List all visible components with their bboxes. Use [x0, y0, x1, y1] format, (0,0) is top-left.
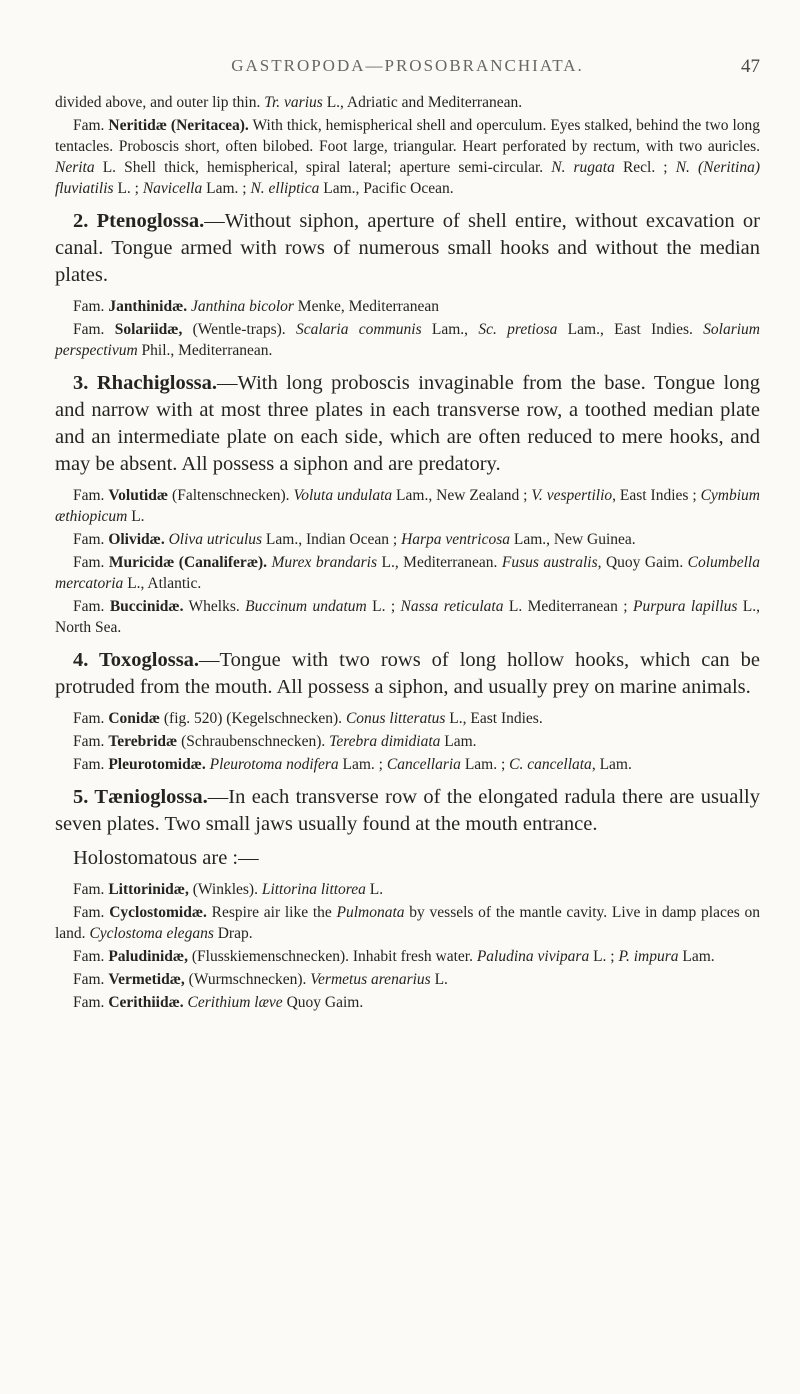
text: L. — [430, 971, 448, 988]
family-entry-buccinidae — [55, 596, 760, 638]
text: L., North Sea. — [55, 598, 760, 636]
family-entry-solariidae — [55, 319, 760, 361]
fam-label: Fam. — [73, 756, 109, 773]
family-entry-paludinidae — [55, 946, 760, 967]
family-name: Buccinidæ. — [109, 598, 184, 615]
species-name: Nassa reticulata — [400, 598, 504, 615]
species-name: Cyclostoma elegans — [89, 925, 214, 942]
genus-name: Cancellaria — [386, 756, 461, 773]
text: Lam. — [678, 948, 715, 965]
text: L., Adriatic and Mediterranean. — [322, 94, 523, 111]
page-header — [55, 56, 760, 80]
species-name: Columbella mercatoria — [55, 554, 760, 592]
text: , East Indies ; — [612, 487, 701, 504]
species-name: Tr. varius — [264, 94, 323, 111]
species-name: Janthina bicolor — [191, 298, 294, 315]
species-name: Cerithium læve — [187, 994, 283, 1011]
text: (Wentle-traps). — [182, 321, 296, 338]
species-name: N. rugata — [551, 159, 615, 176]
text: L. Mediterranean ; — [503, 598, 633, 615]
species-name: Murex brandaris — [271, 554, 378, 571]
family-entry-vermetidae — [55, 969, 760, 990]
text: L. — [365, 881, 384, 898]
text: , Quoy Gaim. — [597, 554, 688, 571]
text: Lam., — [421, 321, 479, 338]
family-entry-janthinidae — [55, 296, 760, 317]
section-text: —Without siphon, aperture of shell entire, without excavation or canal. Tongue armed with rows of numerous small hooks and without the median plates. — [55, 210, 760, 286]
text: Lam., New Guinea. — [509, 531, 636, 548]
text: Lam., Indian Ocean ; — [262, 531, 402, 548]
family-name: Paludinidæ, — [108, 948, 188, 965]
species-name: Buccinum undatum — [245, 598, 367, 615]
text: Quoy Gaim. — [282, 994, 364, 1011]
text: (Winkles). — [188, 881, 262, 898]
text: Lam., East Indies. — [557, 321, 704, 338]
section-rhachiglossa — [55, 370, 760, 478]
species-name: P. impura — [618, 948, 679, 965]
text: Lam. ; — [338, 756, 387, 773]
species-name: Harpa ventricosa — [401, 531, 510, 548]
species-name: Oliva utriculus — [168, 531, 263, 548]
family-name: Terebridæ — [108, 733, 178, 750]
page-body — [55, 92, 760, 1015]
family-name: Littorinidæ, — [108, 881, 189, 898]
species-name: Conus litteratus — [345, 710, 446, 727]
species-name: Pleurotoma nodifera — [209, 756, 339, 773]
text: Lam., Pacific Ocean. — [319, 180, 454, 197]
species-name: Scalaria communis — [295, 321, 422, 338]
family-name: Volutidæ — [108, 487, 169, 504]
text: L. ; — [589, 948, 619, 965]
species-name: Littorina littorea — [261, 881, 366, 898]
family-entry-cyclostomidae — [55, 902, 760, 944]
species-name: Vermetus arenarius — [310, 971, 431, 988]
text: Respire air like the — [206, 904, 337, 921]
text: L., Atlantic. — [123, 575, 202, 592]
fam-label: Fam. — [73, 733, 109, 750]
species-name: V. vespertilio — [531, 487, 613, 504]
text: divided above, and outer lip thin. — [55, 94, 265, 111]
family-entry-muricidae — [55, 552, 760, 594]
genus-name: Nerita — [55, 159, 95, 176]
text: (Faltenschnecken). — [168, 487, 294, 504]
text: L., East Indies. — [445, 710, 543, 727]
text: L. — [127, 508, 145, 525]
fam-label: Fam. — [73, 298, 109, 315]
text: L. Shell thick, hemispherical, spiral lateral; aperture semi-circular. — [94, 159, 552, 176]
text: by vessels of the mantle cavity. Live in damp places on land. — [55, 904, 761, 942]
family-name: Conidæ — [108, 710, 160, 727]
running-title: GASTROPODA—PROSOBRANCHIATA. — [231, 56, 584, 75]
species-name: Purpura lapillus — [632, 598, 738, 615]
family-entry-cerithiidae — [55, 992, 760, 1013]
text: L. ; — [366, 598, 401, 615]
fam-label: Fam. — [73, 531, 109, 548]
species-name: Solarium perspectivum — [55, 321, 760, 359]
text: Menke, Mediterranean — [293, 298, 439, 315]
holostomatous-lead: Holostomatous are :— — [73, 847, 259, 869]
taxon-name: Pulmonata — [336, 904, 405, 921]
species-name: Terebra dimidiata — [329, 733, 441, 750]
genus-name: Navicella — [142, 180, 203, 197]
section-taenioglossa — [55, 784, 760, 838]
family-name: Vermetidæ, — [108, 971, 185, 988]
species-name: Paludina vivipara — [476, 948, 590, 965]
page-number: 47 — [741, 56, 760, 77]
fam-label: Fam. — [73, 710, 109, 727]
text: Lam., New Zealand ; — [392, 487, 532, 504]
family-entry-olividae — [55, 529, 760, 550]
family-name: Neritidæ (Neritacea). — [108, 117, 249, 134]
species-name: Cymbium æthiopicum — [55, 487, 761, 525]
text: , Lam. — [591, 756, 632, 773]
text: Lam. — [440, 733, 477, 750]
text: Drap. — [213, 925, 253, 942]
family-entry-volutidae — [55, 485, 760, 527]
text: (fig. 520) (Kegelschnecken). — [160, 710, 346, 727]
family-entry-conidae — [55, 708, 760, 729]
text: (Flusskiemenschnecken). Inhabit fresh water. — [188, 948, 477, 965]
fam-label: Fam. — [73, 971, 109, 988]
text: Phil., Mediterranean. — [137, 342, 273, 359]
family-name: Cerithiidæ. — [108, 994, 184, 1011]
section-text: —With long proboscis invaginable from the base. Tongue long and narrow with at most three plates in each transverse row, a toothed median plate and an intermediate plate on each side, which are often reduced to mere hooks, and may be absent. All possess a siphon and are predatory. — [55, 372, 760, 475]
family-name: Muricidæ (Canaliferæ). — [108, 554, 268, 571]
species-name: N. (Neritina) fluviatilis — [55, 159, 760, 197]
family-name: Solariidæ, — [114, 321, 183, 338]
section-text: —In each transverse row of the elongated radula there are usually seven plates. Two small jaws usually found at the mouth entrance. — [55, 786, 760, 835]
fam-label: Fam. — [73, 321, 115, 338]
section-heading: 5. Tænioglossa. — [73, 786, 208, 808]
section-ptenoglossa — [55, 208, 760, 289]
text: Recl. ; — [614, 159, 676, 176]
text: Whelks. — [183, 598, 246, 615]
family-name: Olividæ. — [108, 531, 165, 548]
family-entry-littorinidae — [55, 879, 760, 900]
family-name: Pleurotomidæ. — [108, 756, 206, 773]
family-entry-terebridae — [55, 731, 760, 752]
family-entry-pleurotomidae — [55, 754, 760, 775]
section-heading: 3. Rhachiglossa. — [73, 372, 218, 394]
fam-label: Fam. — [73, 994, 109, 1011]
text: (Schraubenschnecken). — [177, 733, 330, 750]
fam-label: Fam. — [73, 117, 109, 134]
fam-label: Fam. — [73, 881, 109, 898]
section-toxoglossa — [55, 647, 760, 701]
text: Lam. ; — [202, 180, 251, 197]
fam-label: Fam. — [73, 948, 109, 965]
species-name: N. elliptica — [250, 180, 320, 197]
text: With thick, hemispherical shell and operculum. Eyes stalked, behind the two long tentacles. Proboscis short, often bilobed. Foot large, triangular. Heart perforated by rectum, with two auricles. — [55, 117, 761, 155]
fam-label: Fam. — [73, 904, 110, 921]
species-name: C. cancellata — [509, 756, 592, 773]
fam-label: Fam. — [73, 554, 109, 571]
family-name: Janthinidæ. — [108, 298, 188, 315]
fam-label: Fam. — [73, 487, 109, 504]
species-name: Fusus australis — [501, 554, 598, 571]
text: Lam. ; — [460, 756, 510, 773]
species-name: Sc. pretiosa — [478, 321, 558, 338]
text: L., Mediterranean. — [377, 554, 502, 571]
fam-label: Fam. — [73, 598, 110, 615]
section-heading: 2. Ptenoglossa. — [73, 210, 205, 232]
section-text: —Tongue with two rows of long hollow hooks, which can be protruded from the mouth. All possess a siphon, and usually prey on marine animals. — [55, 649, 760, 698]
text: L. ; — [113, 180, 143, 197]
section-heading: 4. Toxoglossa. — [73, 649, 200, 671]
family-entry-neritidae — [55, 115, 760, 199]
species-name: Voluta undulata — [293, 487, 393, 504]
text: (Wurmschnecken). — [184, 971, 311, 988]
family-name: Cyclostomidæ. — [109, 904, 207, 921]
paragraph-continuation — [55, 92, 760, 113]
